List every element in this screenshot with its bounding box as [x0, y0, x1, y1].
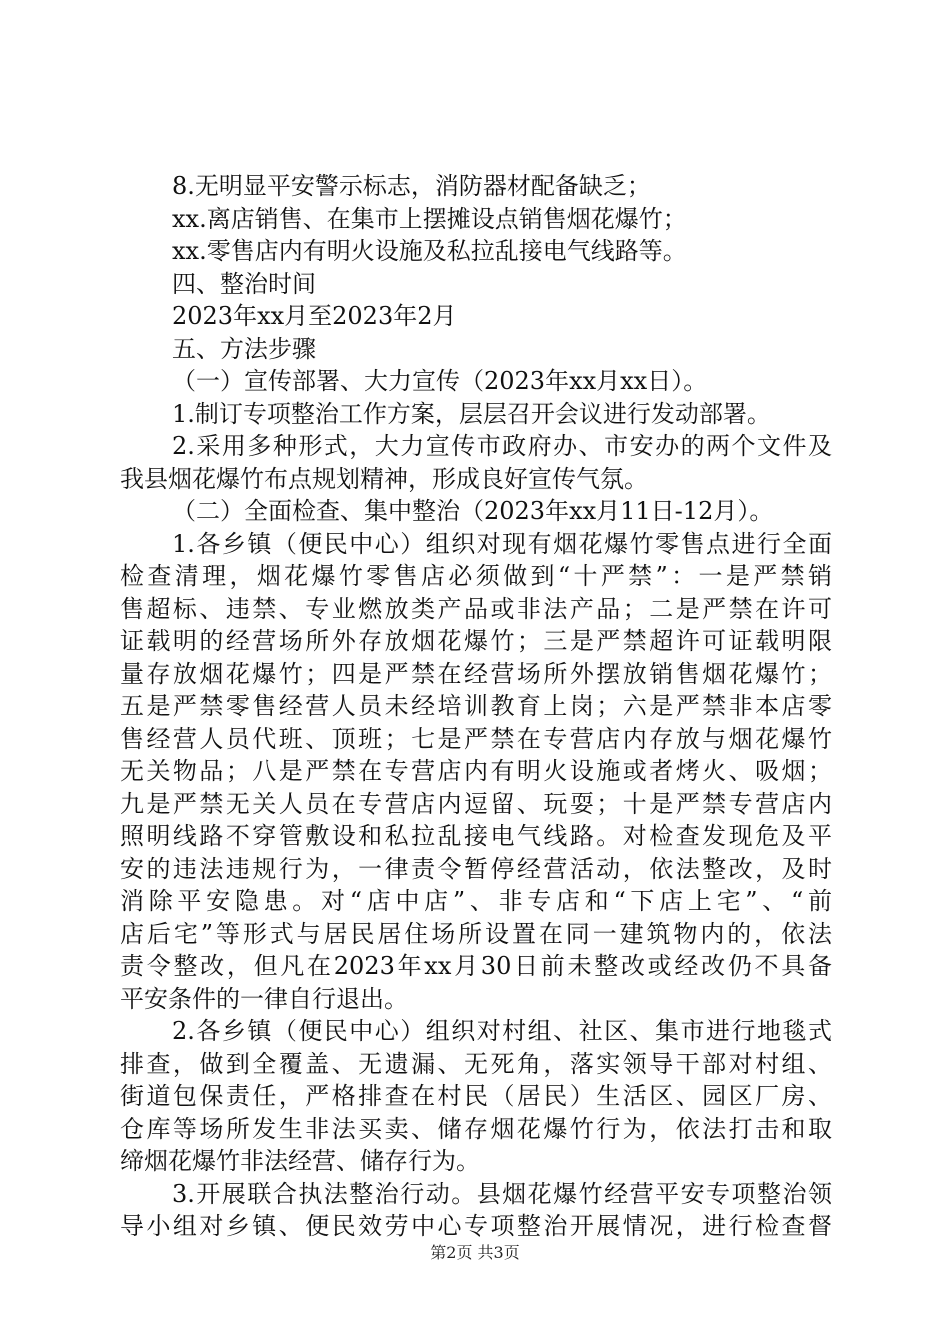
paragraph-line: 责令整改，但凡在2023年xx月30日前未整改或经改仍不具备: [120, 952, 832, 980]
paragraph-line: 2.各乡镇（便民中心）组织对村组、社区、集市进行地毯式: [172, 1017, 832, 1045]
paragraph-line: 五是严禁零售经营人员未经培训教育上岗；六是严禁非本店零: [120, 692, 832, 720]
paragraph-line: 店后宅”等形式与居民居住场所设置在同一建筑物内的，依法: [120, 919, 832, 948]
paragraph-line: 排查，做到全覆盖、无遗漏、无死角，落实领导干部对村组、: [120, 1049, 832, 1078]
paragraph-line: 我县烟花爆竹布点规划精神，形成良好宣传气氛。: [120, 464, 648, 493]
paragraph-line: 2.采用多种形式，大力宣传市政府办、市安办的两个文件及: [172, 432, 832, 460]
paragraph-line: 售经营人员代班、顶班；七是严禁在专营店内存放与烟花爆竹: [120, 724, 832, 753]
paragraph-line: 售超标、违禁、专业燃放类产品或非法产品；二是严禁在许可: [120, 594, 832, 623]
paragraph-line: 照明线路不穿管敷设和私拉乱接电气线路。对检查发现危及平: [120, 822, 832, 850]
page-number-footer: 第2页 共3页: [430, 1243, 520, 1262]
paragraph-line: 证载明的经营场所外存放烟花爆竹；三是严禁超许可证载明限: [120, 627, 832, 655]
paragraph-line: 1.制订专项整治工作方案，层层召开会议进行发动部署。: [172, 399, 771, 428]
list-item-9: xx.离店销售、在集市上摆摊设点销售烟花爆竹；: [172, 204, 687, 233]
time-period-text: 2023年xx月至2023年2月: [172, 302, 457, 330]
paragraph-line: 缔烟花爆竹非法经营、储存行为。: [120, 1147, 480, 1175]
paragraph-line: 3.开展联合执法整治行动。县烟花爆竹经营平安专项整治领: [172, 1179, 832, 1208]
paragraph-line: 消除平安隐患。对“店中店”、非专店和“下店上宅”、“前: [120, 887, 832, 915]
paragraph-line: 检查清理，烟花爆竹零售店必须做到“十严禁”：一是严禁销: [120, 562, 832, 590]
paragraph-line: 1.各乡镇（便民中心）组织对现有烟花爆竹零售点进行全面: [172, 529, 832, 558]
document-body: [120, 170, 832, 1243]
subsection-heading-2: （二）全面检查、集中整治（2023年xx月11日-12月）。: [172, 497, 774, 525]
paragraph-line: 安的违法违规行为，一律责令暂停经营活动，依法整改，及时: [120, 854, 832, 883]
paragraph-line: 量存放烟花爆竹；四是严禁在经营场所外摆放销售烟花爆竹；: [120, 659, 832, 688]
section-heading-5: 五、方法步骤: [172, 334, 316, 363]
paragraph-line: 导小组对乡镇、便民效劳中心专项整治开展情况，进行检查督: [120, 1212, 832, 1240]
paragraph-line: 仓库等场所发生非法买卖、储存烟花爆竹行为，依法打击和取: [120, 1114, 832, 1143]
paragraph-line: 平安条件的一律自行退出。: [120, 984, 408, 1013]
paragraph-line: 九是严禁无关人员在专营店内逗留、玩耍；十是严禁专营店内: [120, 789, 832, 818]
subsection-heading-1: （一）宣传部署、大力宣传（2023年xx月xx日）。: [172, 367, 708, 395]
paragraph-line: 街道包保责任，严格排查在村民（居民）生活区、园区厂房、: [120, 1082, 832, 1110]
list-item-10: xx.零售店内有明火设施及私拉乱接电气线路等。: [172, 237, 687, 265]
section-heading-4: 四、整治时间: [172, 269, 316, 298]
list-item-8: 8.无明显平安警示标志，消防器材配备缺乏；: [172, 172, 651, 200]
paragraph-line: 无关物品；八是严禁在专营店内有明火设施或者烤火、吸烟；: [120, 757, 832, 785]
